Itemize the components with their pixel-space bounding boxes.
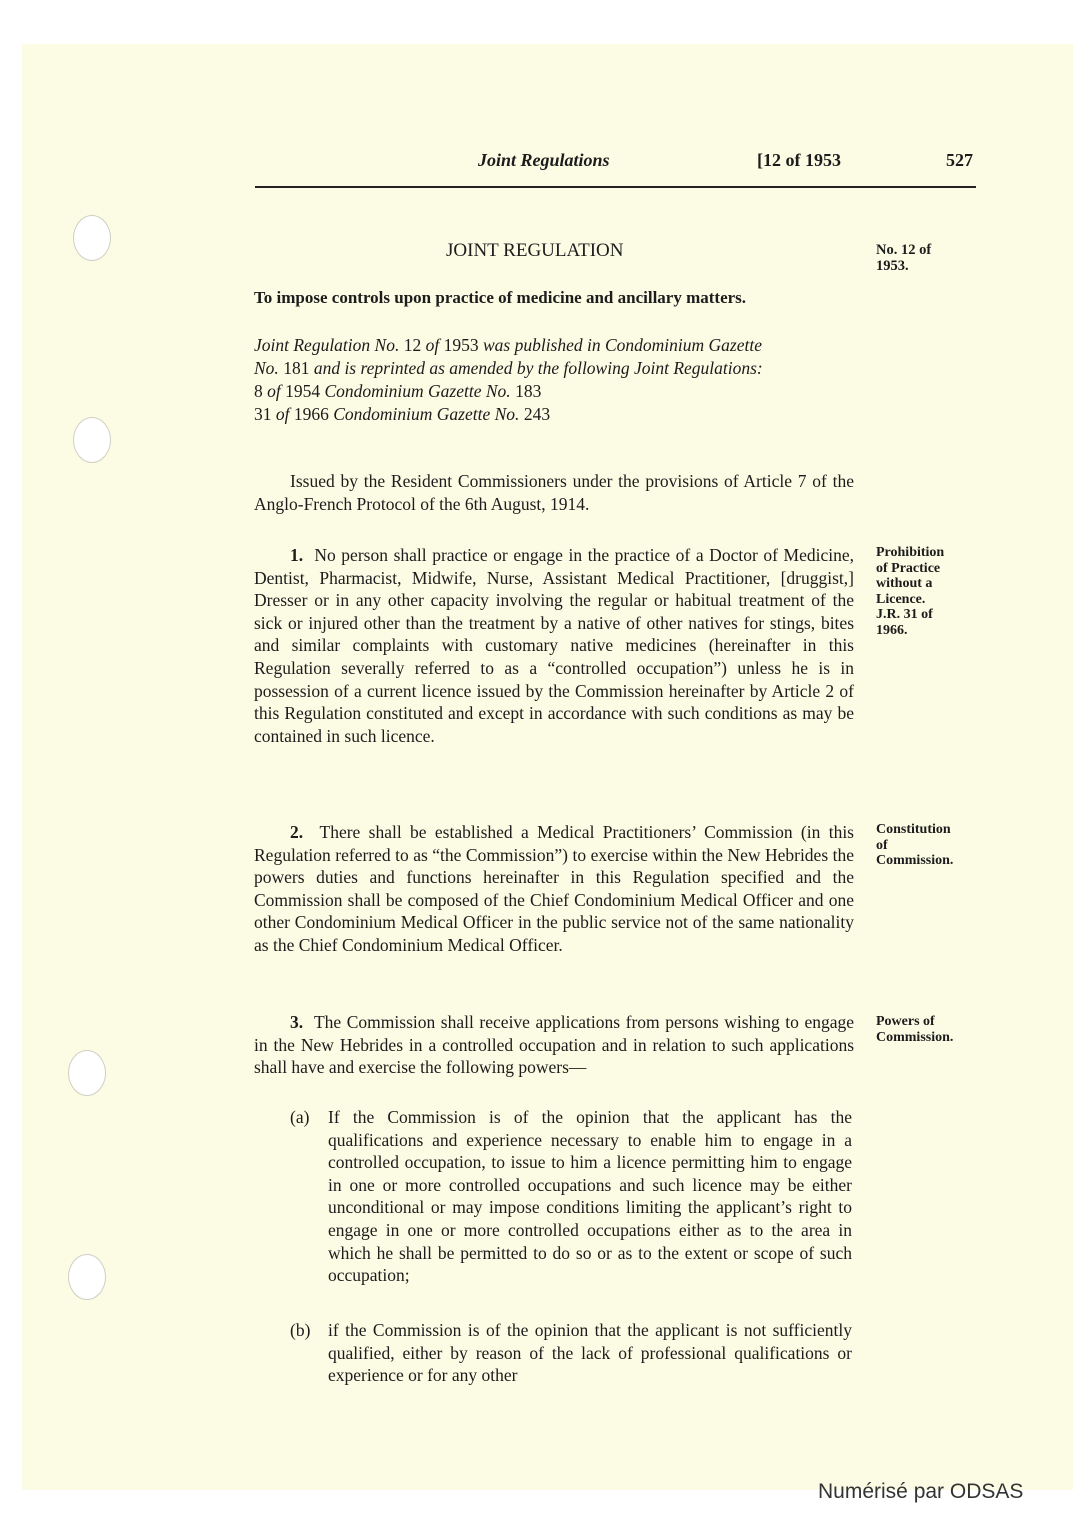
punch-hole (73, 215, 111, 261)
subsection-label: (b) (290, 1320, 311, 1340)
section-number: 2. (290, 822, 304, 842)
page-number: 527 (946, 150, 973, 170)
side-ref-line: 1953. (876, 257, 909, 274)
publication-line-1: Joint Regulation No. 12 of 1953 was published in Condominium Gazette (254, 335, 762, 355)
punch-hole (73, 417, 111, 463)
amendment-2: 31 of 1966 Condominium Gazette No. 243 (254, 404, 551, 424)
section-number: 1. (290, 545, 304, 565)
section-text: No person shall practice or engage in the practice of a Doctor of Medicine, Dentist, Pharmacist, Midwife, Nurse, Assistant Medical Practitioner, [druggist,] Dresser or in any other capacity involving the regular or habitual treatment of the sick or injured other than the treatment by a native of other natives for stings, bites and similar complaints with customary native medicines (hereinafter in this Regulation severally referred to as a “controlled occupation”) unless he is in possession of a current licence issued by the Commission hereinafter by Article 2 of this Regulation constituted and except in accordance with such conditions as may be contained in such licence. (254, 545, 855, 746)
section-3 (254, 1011, 854, 1079)
section-3-margin-note: Powers of Commission. (876, 1014, 954, 1045)
section-1 (254, 544, 854, 747)
side-ref-line: No. 12 of (876, 242, 932, 258)
section-text: The Commission shall receive applications from persons wishing to engage in the New Hebrides in a controlled occupation and in relation to such applications shall have and exercise the following powers— (254, 1012, 855, 1078)
section-text: There shall be established a Medical Practitioners’ Commission (in this Regulation referred to as “the Commission”) to exercise within the New Hebrides the powers duties and functions hereinafter in this Regulation specified and the Commission shall be composed of the Chief Condominium Medical Officer and one other Condominium Medical Officer in the public service not of the same nationality as the Chief Condominium Medical Officer. (254, 822, 854, 955)
punch-hole (68, 1050, 106, 1096)
regulation-number-note (876, 243, 986, 274)
section-number: 3. (290, 1012, 304, 1032)
subsection-label: (a) (290, 1107, 310, 1127)
section-2-margin-note: Constitution of Commission. (876, 822, 954, 868)
amendment-1: 8 of 1954 Condominium Gazette No. 183 (254, 381, 542, 401)
header-rule (255, 186, 976, 188)
section-1-margin-note: Prohibition of Practice without a Licence. J.R. 31 of 1966. (876, 545, 945, 638)
section-2 (254, 821, 854, 957)
subsection-text: If the Commission is of the opinion that the applicant has the qualifications and experience necessary to enable him to engage in a controlled occupation, to issue to him a licence permitting him to engage in one or more controlled occupations and such licence may be either unconditional or may impose conditions limiting the applicant’s right to engage in one or more controlled occupations either as to the area in which he shall be permitted to do so or as to the extent or scope of such occupation; (328, 1107, 852, 1286)
digitization-credit: Numérisé par ODSAS (818, 1480, 1024, 1503)
page-title: JOINT REGULATION (446, 240, 624, 261)
running-title: Joint Regulations (478, 150, 610, 170)
publication-line-2: No. 181 and is reprinted as amended by the following Joint Regulations: (254, 358, 763, 378)
publication-note (254, 334, 864, 426)
issued-paragraph: Issued by the Resident Commissioners under the provisions of Article 7 of the Anglo-French Protocol of the 6th August, 1914. (254, 471, 854, 514)
subsection-text: if the Commission is of the opinion that the applicant is not sufficiently qualified, either by reason of the lack of professional qualifications or experience or for any other (328, 1320, 852, 1386)
regulation-reference: [12 of 1953 (757, 150, 841, 170)
punch-hole (68, 1254, 106, 1300)
regulation-subtitle: To impose controls upon practice of medicine and ancillary matters. (254, 288, 747, 307)
